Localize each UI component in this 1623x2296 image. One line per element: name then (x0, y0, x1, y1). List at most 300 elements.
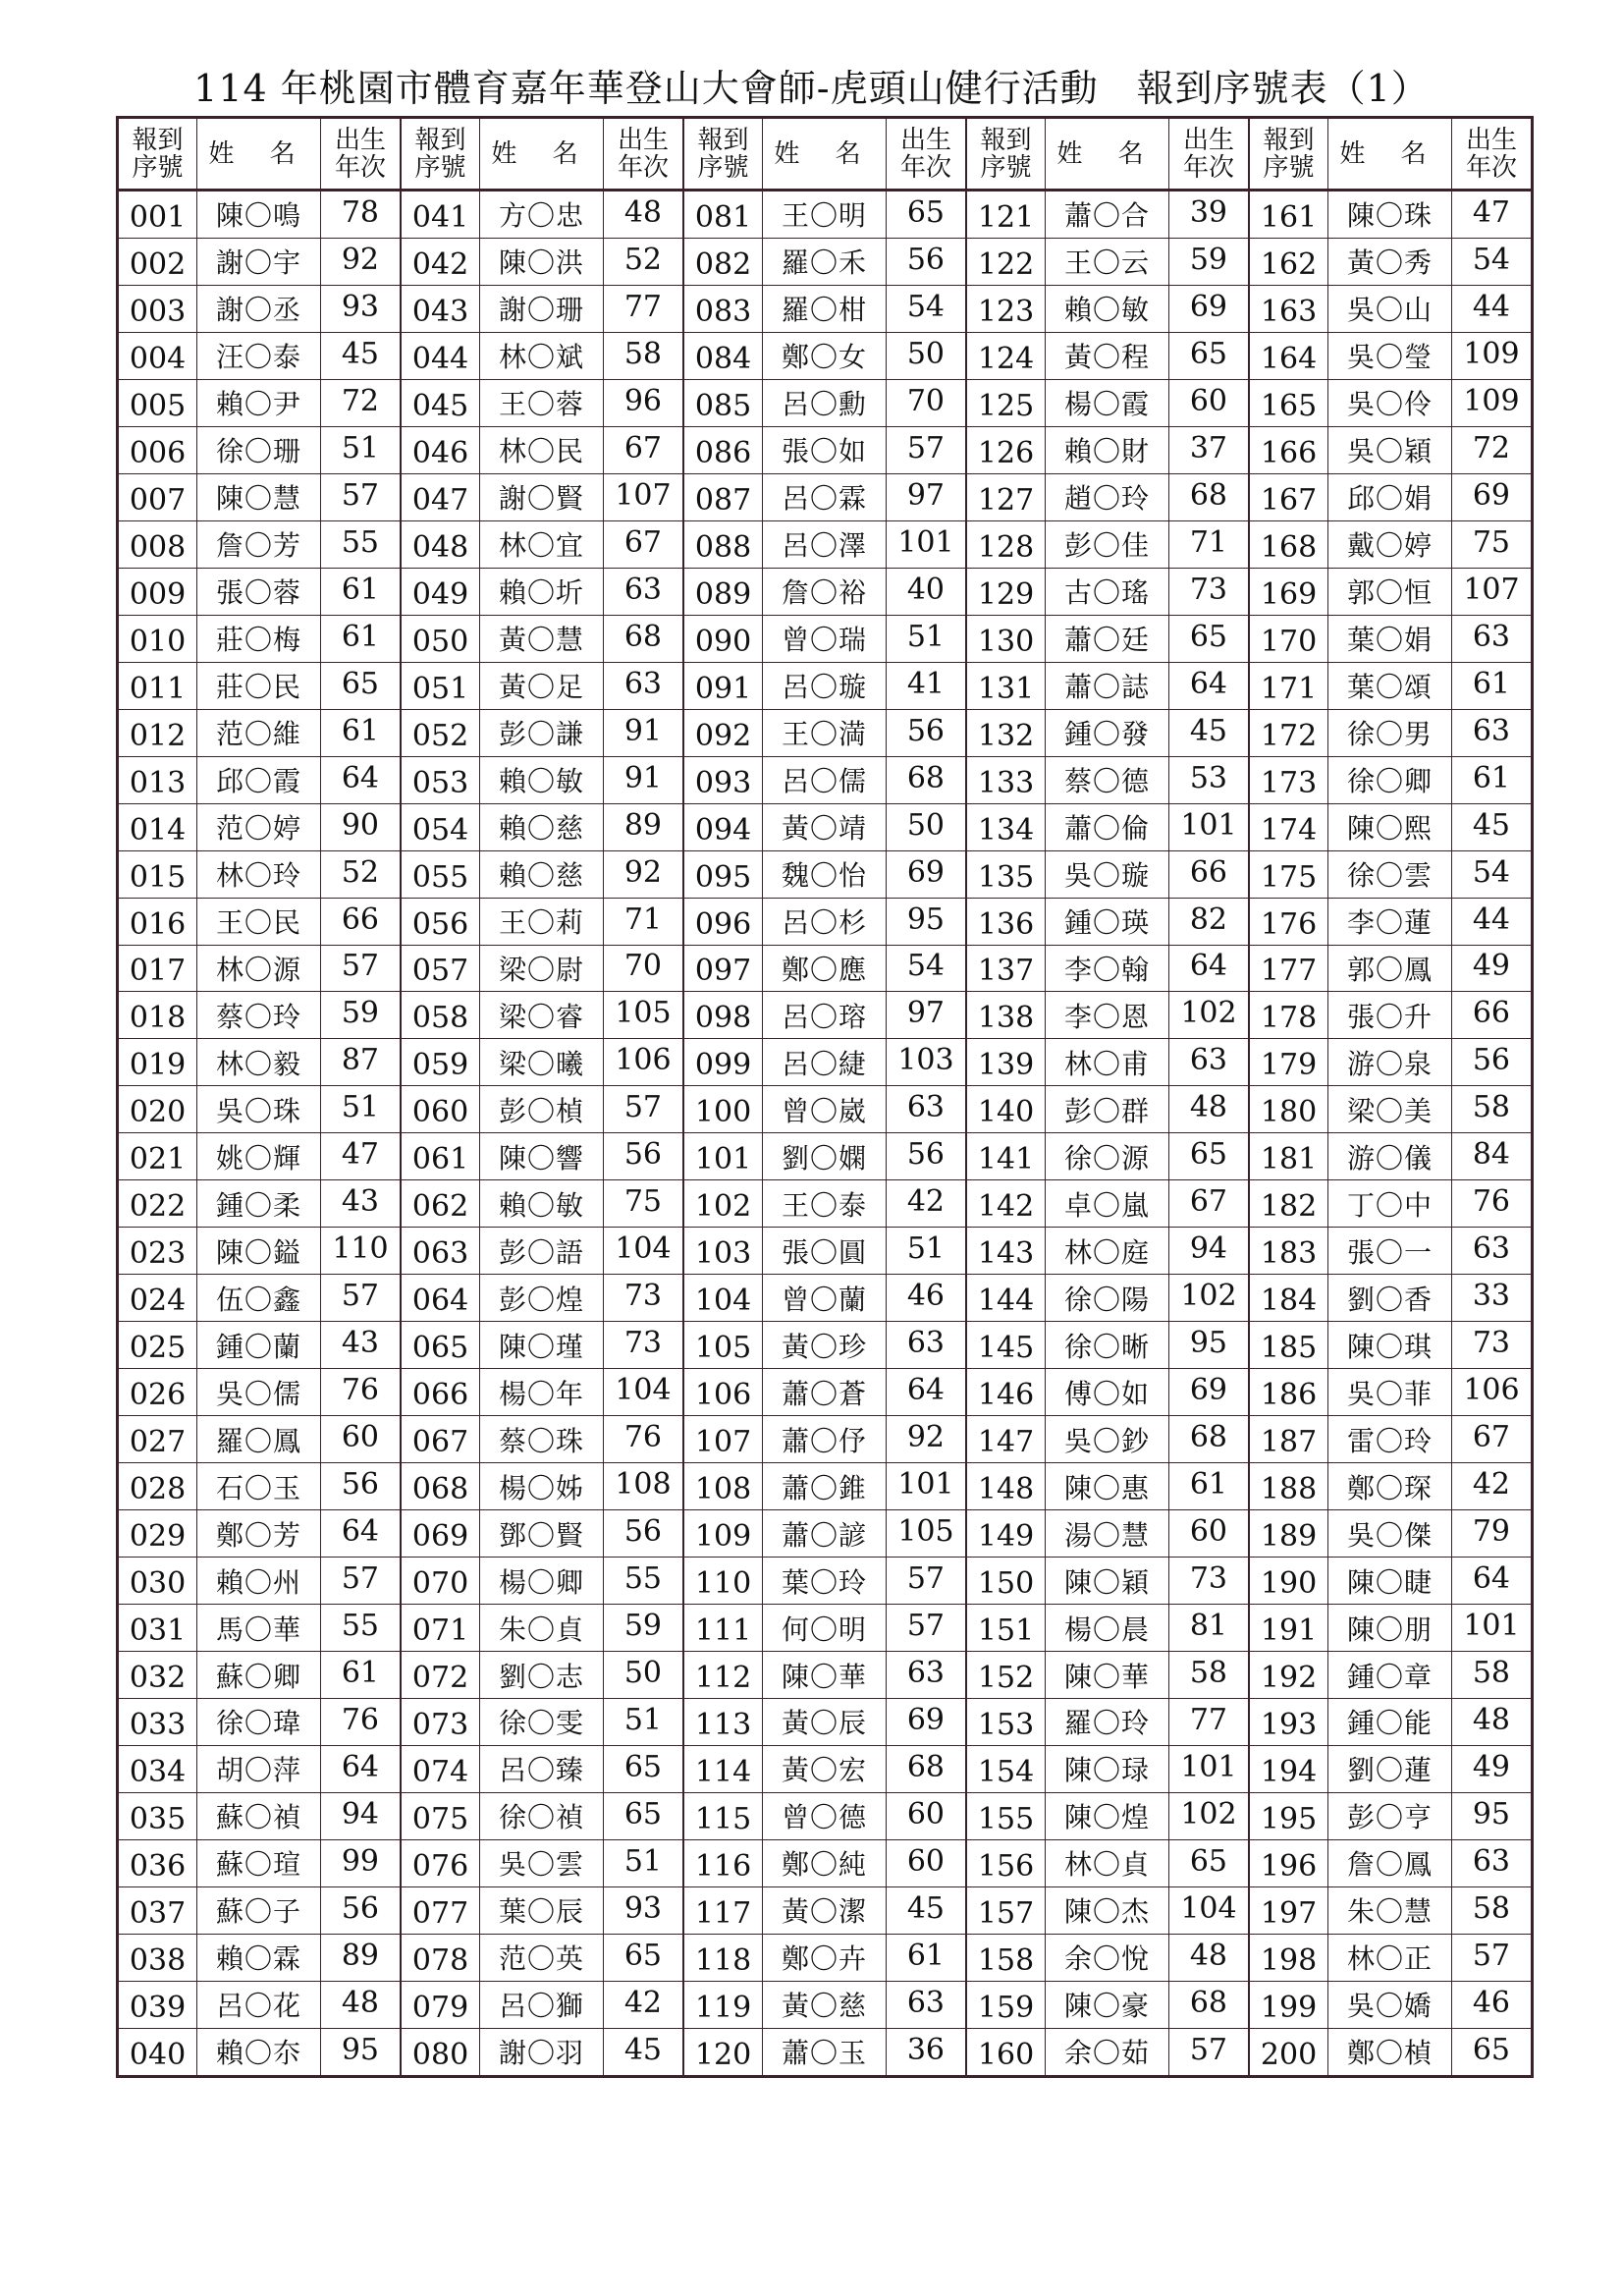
header-name: 姓 名 (1046, 119, 1169, 189)
name-cell: 范〇婷 (197, 804, 321, 850)
name-cell: 古〇瑤 (1046, 569, 1169, 615)
table-row (119, 1558, 400, 1605)
table-row (1250, 899, 1531, 946)
serial-number-cell: 091 (684, 663, 763, 709)
serial-number-cell: 161 (1250, 191, 1328, 238)
serial-number-cell: 151 (967, 1605, 1046, 1651)
name-cell: 葉〇辰 (480, 1887, 604, 1934)
name-cell: 吳〇菲 (1328, 1369, 1452, 1415)
name-cell: 邱〇霞 (197, 757, 321, 803)
serial-number-cell: 137 (967, 946, 1046, 992)
name-cell: 詹〇芳 (197, 521, 321, 568)
name-cell: 呂〇臻 (480, 1746, 604, 1792)
serial-number-cell: 026 (119, 1369, 197, 1415)
birth-year-cell: 54 (906, 949, 946, 984)
serial-number-cell: 029 (119, 1510, 197, 1557)
table-row (119, 851, 400, 899)
birth-year-cell: 92 (341, 242, 380, 277)
table-row (1250, 2029, 1531, 2075)
name-cell: 賴〇財 (1046, 427, 1169, 473)
serial-number-cell: 123 (967, 286, 1046, 332)
birth-year-cell: 69 (1189, 1373, 1228, 1408)
name-cell: 王〇満 (763, 710, 887, 756)
table-block (965, 119, 1248, 2075)
name-cell: 蕭〇誌 (1046, 663, 1169, 709)
name-cell: 吳〇瑩 (1328, 333, 1452, 379)
name-cell: 徐〇源 (1046, 1133, 1169, 1179)
birth-year-cell: 89 (341, 1938, 380, 1973)
table-row (684, 1039, 965, 1086)
name-cell: 郭〇鳳 (1328, 946, 1452, 992)
birth-year-cell: 43 (341, 1184, 380, 1220)
table-row (119, 1086, 400, 1133)
birth-year-cell: 93 (623, 1890, 663, 1926)
name-cell: 楊〇卿 (480, 1558, 604, 1604)
name-cell: 陳〇朋 (1328, 1605, 1452, 1651)
birth-year-cell: 106 (1463, 1373, 1520, 1408)
serial-number-cell: 113 (684, 1699, 763, 1745)
name-cell: 彭〇語 (480, 1228, 604, 1274)
table-row (1250, 474, 1531, 521)
name-cell: 黃〇潔 (763, 1887, 887, 1934)
table-block (682, 119, 965, 2075)
birth-year-cell: 41 (906, 666, 946, 701)
table-row (684, 1086, 965, 1133)
table-row (967, 380, 1248, 427)
birth-year-cell: 55 (341, 1609, 380, 1644)
birth-year-cell: 63 (906, 1656, 946, 1691)
birth-year-cell: 55 (341, 524, 380, 560)
serial-number-cell: 159 (967, 1982, 1046, 2028)
serial-number-cell: 001 (119, 191, 197, 238)
serial-number-cell: 102 (684, 1180, 763, 1227)
serial-number-cell: 022 (119, 1180, 197, 1227)
table-row (684, 1275, 965, 1322)
birth-year-cell: 92 (623, 854, 663, 890)
birth-year-cell: 61 (341, 572, 380, 607)
serial-number-cell: 178 (1250, 992, 1328, 1038)
serial-number-cell: 104 (684, 1275, 763, 1321)
table-row (402, 286, 682, 333)
birth-year-cell: 91 (623, 713, 663, 748)
serial-number-cell: 096 (684, 899, 763, 945)
serial-number-cell: 160 (967, 2029, 1046, 2075)
table-row (1250, 710, 1531, 757)
name-cell: 陳〇琪 (1328, 1322, 1452, 1368)
birth-year-cell: 46 (1472, 1985, 1511, 2020)
table-row (684, 992, 965, 1039)
serial-number-cell: 125 (967, 380, 1046, 426)
name-cell: 劉〇蓮 (1328, 1746, 1452, 1792)
name-cell: 楊〇年 (480, 1369, 604, 1415)
serial-number-cell: 138 (967, 992, 1046, 1038)
birth-year-cell: 71 (623, 902, 663, 937)
serial-number-cell: 017 (119, 946, 197, 992)
name-cell: 彭〇亨 (1328, 1793, 1452, 1839)
table-row (967, 1652, 1248, 1699)
serial-number-cell: 117 (684, 1887, 763, 1934)
name-cell: 鄧〇賢 (480, 1510, 604, 1557)
birth-year-cell: 61 (341, 1656, 380, 1691)
birth-year-cell: 69 (906, 854, 946, 890)
serial-number-cell: 145 (967, 1322, 1046, 1368)
table-row (1250, 239, 1531, 286)
serial-number-cell: 133 (967, 757, 1046, 803)
table-row (684, 1558, 965, 1605)
birth-year-cell: 66 (1189, 854, 1228, 890)
birth-year-cell: 68 (906, 1749, 946, 1784)
name-cell: 鄭〇卉 (763, 1935, 887, 1981)
serial-number-cell: 008 (119, 521, 197, 568)
table-row (119, 1180, 400, 1228)
name-cell: 呂〇澤 (763, 521, 887, 568)
serial-number-cell: 040 (119, 2029, 197, 2075)
serial-number-cell: 198 (1250, 1935, 1328, 1981)
serial-number-cell: 140 (967, 1086, 1046, 1132)
serial-number-cell: 171 (1250, 663, 1328, 709)
table-row (967, 1133, 1248, 1180)
table-row (119, 1982, 400, 2029)
header-year: 出生 年次 (1182, 125, 1234, 183)
table-row (967, 2029, 1248, 2075)
table-row (967, 1793, 1248, 1840)
serial-number-cell: 199 (1250, 1982, 1328, 2028)
birth-year-cell: 51 (623, 1702, 663, 1737)
serial-number-cell: 141 (967, 1133, 1046, 1179)
table-row (967, 1699, 1248, 1746)
table-header (402, 119, 682, 191)
name-cell: 劉〇香 (1328, 1275, 1452, 1321)
name-cell: 范〇英 (480, 1935, 604, 1981)
birth-year-cell: 76 (341, 1373, 380, 1408)
name-cell: 馬〇華 (197, 1605, 321, 1651)
name-cell: 范〇維 (197, 710, 321, 756)
name-cell: 姚〇輝 (197, 1133, 321, 1179)
birth-year-cell: 64 (341, 1749, 380, 1784)
table-row (402, 1180, 682, 1228)
serial-number-cell: 095 (684, 851, 763, 898)
serial-number-cell: 190 (1250, 1558, 1328, 1604)
table-row (967, 616, 1248, 663)
name-cell: 黃〇秀 (1328, 239, 1452, 285)
name-cell: 蕭〇蒼 (763, 1369, 887, 1415)
name-cell: 蘇〇卿 (197, 1652, 321, 1698)
serial-number-cell: 156 (967, 1840, 1046, 1886)
name-cell: 鄭〇女 (763, 333, 887, 379)
name-cell: 曾〇德 (763, 1793, 887, 1839)
serial-number-cell: 013 (119, 757, 197, 803)
table-row (684, 474, 965, 521)
birth-year-cell: 70 (623, 949, 663, 984)
serial-number-cell: 182 (1250, 1180, 1328, 1227)
serial-number-cell: 146 (967, 1369, 1046, 1415)
name-cell: 雷〇玲 (1328, 1416, 1452, 1462)
table-row (967, 1935, 1248, 1982)
serial-number-cell: 092 (684, 710, 763, 756)
birth-year-cell: 42 (623, 1985, 663, 2020)
serial-number-cell: 020 (119, 1086, 197, 1132)
name-cell: 詹〇鳳 (1328, 1840, 1452, 1886)
serial-number-cell: 105 (684, 1322, 763, 1368)
table-row (684, 1322, 965, 1369)
name-cell: 賴〇敏 (480, 1180, 604, 1227)
serial-number-cell: 003 (119, 286, 197, 332)
birth-year-cell: 110 (332, 1231, 389, 1267)
birth-year-cell: 66 (1472, 996, 1511, 1031)
name-cell: 曾〇瑞 (763, 616, 887, 662)
name-cell: 彭〇謙 (480, 710, 604, 756)
table-row (402, 569, 682, 616)
serial-number-cell: 047 (402, 474, 480, 520)
name-cell: 汪〇泰 (197, 333, 321, 379)
serial-number-cell: 189 (1250, 1510, 1328, 1557)
serial-number-cell: 071 (402, 1605, 480, 1651)
name-cell: 陳〇華 (1046, 1652, 1169, 1698)
serial-number-cell: 080 (402, 2029, 480, 2075)
birth-year-cell: 57 (341, 949, 380, 984)
serial-number-cell: 122 (967, 239, 1046, 285)
header-year: 出生 年次 (899, 125, 951, 183)
table-row (967, 333, 1248, 380)
serial-number-cell: 196 (1250, 1840, 1328, 1886)
birth-year-cell: 64 (906, 1373, 946, 1408)
serial-number-cell: 090 (684, 616, 763, 662)
table-row (119, 616, 400, 663)
serial-number-cell: 046 (402, 427, 480, 473)
birth-year-cell: 67 (623, 524, 663, 560)
serial-number-cell: 184 (1250, 1275, 1328, 1321)
serial-number-cell: 025 (119, 1322, 197, 1368)
serial-number-cell: 088 (684, 521, 763, 568)
table-row (1250, 851, 1531, 899)
table-row (967, 427, 1248, 474)
serial-number-cell: 069 (402, 1510, 480, 1557)
birth-year-cell: 56 (906, 713, 946, 748)
header-no: 報到 序號 (119, 119, 197, 189)
table-row (967, 851, 1248, 899)
birth-year-cell: 107 (615, 477, 672, 513)
header-year: 出生 年次 (1465, 125, 1517, 183)
birth-year-cell: 60 (906, 1843, 946, 1879)
name-cell: 鍾〇瑛 (1046, 899, 1169, 945)
name-cell: 陳〇瑾 (480, 1322, 604, 1368)
table-row (1250, 569, 1531, 616)
name-cell: 呂〇儒 (763, 757, 887, 803)
table-block (119, 119, 400, 2075)
birth-year-cell: 69 (1472, 477, 1511, 513)
serial-number-cell: 006 (119, 427, 197, 473)
name-cell: 林〇源 (197, 946, 321, 992)
birth-year-cell: 109 (1463, 383, 1520, 418)
name-cell: 李〇恩 (1046, 992, 1169, 1038)
birth-year-cell: 101 (897, 1467, 954, 1503)
serial-number-cell: 024 (119, 1275, 197, 1321)
table-row (967, 663, 1248, 710)
header-year: 出生 年次 (617, 125, 669, 183)
table-row (967, 1086, 1248, 1133)
birth-year-cell: 49 (1472, 949, 1511, 984)
table-row (1250, 1840, 1531, 1887)
birth-year-cell: 95 (1472, 1796, 1511, 1831)
name-cell: 陳〇響 (480, 1133, 604, 1179)
birth-year-cell: 97 (906, 477, 946, 513)
birth-year-cell: 63 (623, 666, 663, 701)
birth-year-cell: 48 (1189, 1938, 1228, 1973)
name-cell: 賴〇慈 (480, 804, 604, 850)
serial-number-cell: 061 (402, 1133, 480, 1179)
table-row (119, 992, 400, 1039)
table-row (119, 474, 400, 521)
serial-number-cell: 169 (1250, 569, 1328, 615)
serial-number-cell: 099 (684, 1039, 763, 1085)
serial-number-cell: 150 (967, 1558, 1046, 1604)
name-cell: 蕭〇錐 (763, 1463, 887, 1509)
birth-year-cell: 77 (623, 289, 663, 324)
name-cell: 梁〇睿 (480, 992, 604, 1038)
name-cell: 陳〇睫 (1328, 1558, 1452, 1604)
serial-number-cell: 037 (119, 1887, 197, 1934)
serial-number-cell: 188 (1250, 1463, 1328, 1509)
table-row (402, 851, 682, 899)
serial-number-cell: 174 (1250, 804, 1328, 850)
name-cell: 徐〇雯 (480, 1699, 604, 1745)
table-row (967, 1416, 1248, 1463)
table-row (402, 191, 682, 239)
table-row (684, 1840, 965, 1887)
name-cell: 方〇忠 (480, 191, 604, 238)
serial-number-cell: 002 (119, 239, 197, 285)
serial-number-cell: 165 (1250, 380, 1328, 426)
name-cell: 游〇泉 (1328, 1039, 1452, 1085)
table-row (684, 1699, 965, 1746)
birth-year-cell: 107 (1463, 572, 1520, 607)
table-row (1250, 1039, 1531, 1086)
name-cell: 伍〇鑫 (197, 1275, 321, 1321)
table-header (684, 119, 965, 191)
serial-number-cell: 076 (402, 1840, 480, 1886)
table-row (967, 1039, 1248, 1086)
table-row (1250, 1369, 1531, 1416)
name-cell: 陳〇慧 (197, 474, 321, 520)
serial-number-cell: 005 (119, 380, 197, 426)
serial-number-cell: 097 (684, 946, 763, 992)
name-cell: 陳〇華 (763, 1652, 887, 1698)
table-row (119, 333, 400, 380)
birth-year-cell: 94 (341, 1796, 380, 1831)
table-row (119, 1510, 400, 1558)
name-cell: 鍾〇能 (1328, 1699, 1452, 1745)
name-cell: 張〇一 (1328, 1228, 1452, 1274)
registration-table (116, 116, 1534, 2078)
serial-number-cell: 134 (967, 804, 1046, 850)
birth-year-cell: 101 (1180, 1749, 1237, 1784)
table-row (967, 474, 1248, 521)
serial-number-cell: 062 (402, 1180, 480, 1227)
serial-number-cell: 028 (119, 1463, 197, 1509)
table-row (1250, 1133, 1531, 1180)
table-row (967, 804, 1248, 851)
name-cell: 莊〇民 (197, 663, 321, 709)
name-cell: 林〇毅 (197, 1039, 321, 1085)
name-cell: 謝〇宇 (197, 239, 321, 285)
birth-year-cell: 63 (906, 1985, 946, 2020)
serial-number-cell: 101 (684, 1133, 763, 1179)
birth-year-cell: 36 (906, 2032, 946, 2067)
name-cell: 賴〇慈 (480, 851, 604, 898)
name-cell: 張〇如 (763, 427, 887, 473)
serial-number-cell: 031 (119, 1605, 197, 1651)
serial-number-cell: 050 (402, 616, 480, 662)
birth-year-cell: 58 (1472, 1890, 1511, 1926)
table-row (1250, 1463, 1531, 1510)
serial-number-cell: 142 (967, 1180, 1046, 1227)
serial-number-cell: 019 (119, 1039, 197, 1085)
serial-number-cell: 192 (1250, 1652, 1328, 1698)
serial-number-cell: 067 (402, 1416, 480, 1462)
birth-year-cell: 54 (906, 289, 946, 324)
serial-number-cell: 010 (119, 616, 197, 662)
table-row (402, 1228, 682, 1275)
name-cell: 湯〇慧 (1046, 1510, 1169, 1557)
table-row (119, 757, 400, 804)
serial-number-cell: 012 (119, 710, 197, 756)
serial-number-cell: 073 (402, 1699, 480, 1745)
table-row (402, 521, 682, 569)
table-row (684, 380, 965, 427)
table-row (684, 2029, 965, 2075)
name-cell: 吳〇璇 (1046, 851, 1169, 898)
table-row (684, 1982, 965, 2029)
serial-number-cell: 018 (119, 992, 197, 1038)
birth-year-cell: 56 (341, 1467, 380, 1503)
table-row (402, 1887, 682, 1935)
birth-year-cell: 66 (341, 902, 380, 937)
serial-number-cell: 007 (119, 474, 197, 520)
table-row (402, 1086, 682, 1133)
name-cell: 葉〇娟 (1328, 616, 1452, 662)
table-row (119, 1039, 400, 1086)
header-name: 姓 名 (480, 119, 604, 189)
name-cell: 賴〇尹 (197, 380, 321, 426)
name-cell: 陳〇杰 (1046, 1887, 1169, 1934)
serial-number-cell: 187 (1250, 1416, 1328, 1462)
birth-year-cell: 73 (623, 1279, 663, 1314)
table-row (967, 710, 1248, 757)
table-row (967, 521, 1248, 569)
serial-number-cell: 193 (1250, 1699, 1328, 1745)
birth-year-cell: 57 (1472, 1938, 1511, 1973)
table-row (119, 899, 400, 946)
table-row (1250, 663, 1531, 710)
name-cell: 羅〇鳳 (197, 1416, 321, 1462)
birth-year-cell: 95 (341, 2032, 380, 2067)
serial-number-cell: 086 (684, 427, 763, 473)
header-name: 姓 名 (1328, 119, 1452, 189)
name-cell: 卓〇嵐 (1046, 1180, 1169, 1227)
name-cell: 吳〇珠 (197, 1086, 321, 1132)
birth-year-cell: 50 (906, 336, 946, 371)
name-cell: 葉〇頌 (1328, 663, 1452, 709)
table-row (684, 1369, 965, 1416)
serial-number-cell: 063 (402, 1228, 480, 1274)
name-cell: 葉〇玲 (763, 1558, 887, 1604)
birth-year-cell: 105 (615, 996, 672, 1031)
birth-year-cell: 54 (1472, 242, 1511, 277)
table-row (684, 1228, 965, 1275)
name-cell: 陳〇洪 (480, 239, 604, 285)
name-cell: 林〇庭 (1046, 1228, 1169, 1274)
name-cell: 彭〇佳 (1046, 521, 1169, 568)
